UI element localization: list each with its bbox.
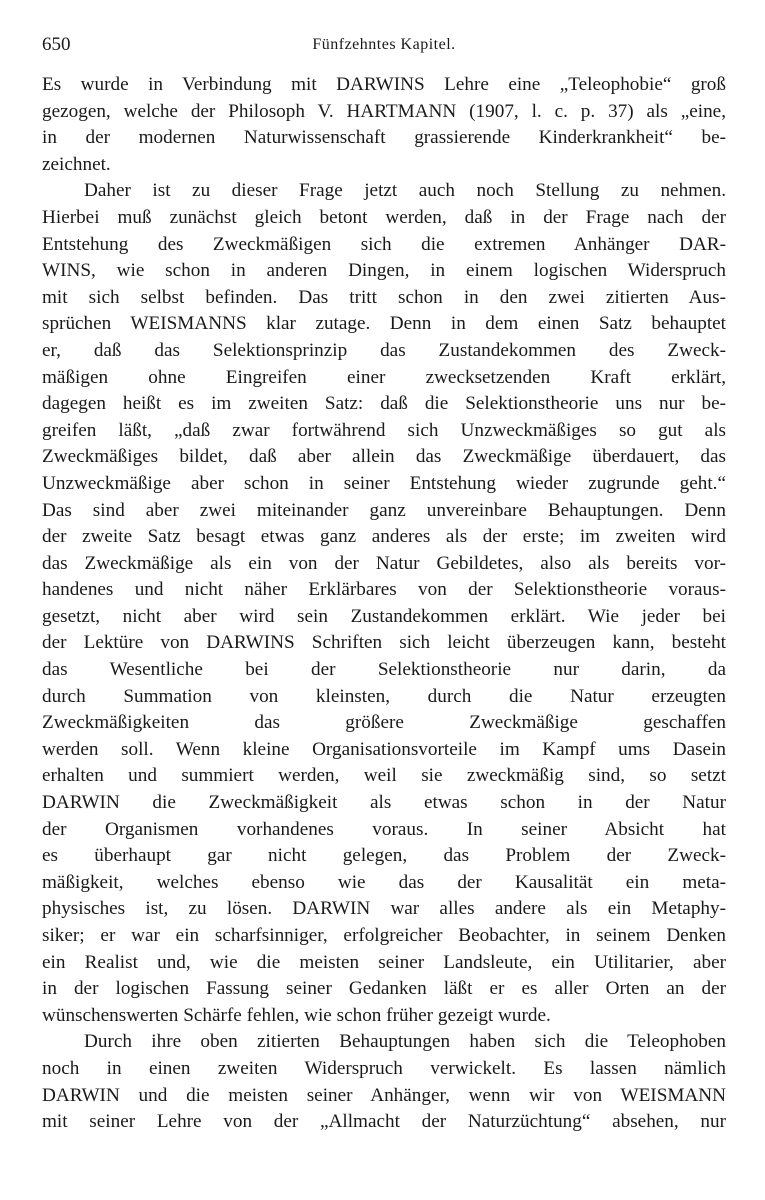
text-line: durch Summation von kleinsten, durch die Natur erzeugten	[42, 685, 726, 707]
paragraph-3	[42, 1029, 726, 1135]
text-line: gesetzt, nicht aber wird sein Zustandekommen erklärt. Wie jeder bei	[42, 605, 726, 627]
text-line: sprüchen WEISMANNS klar zutage. Denn in dem einen Satz behauptet	[42, 313, 726, 335]
text-line: physisches ist, zu lösen. DARWIN war alles andere als ein Metaphy-	[42, 898, 726, 920]
book-page	[42, 30, 726, 1136]
text-line: Unzweckmäßige aber schon in seiner Entstehung wieder zugrunde geht.“	[42, 472, 726, 494]
text-line: handenes und nicht näher Erklärbares von der Selektionstheorie voraus-	[42, 579, 726, 601]
text-line: ein Realist und, wie die meisten seiner Landsleute, ein Utilitarier, aber	[42, 951, 726, 973]
paragraph-1	[42, 72, 726, 178]
text-line: mit sich selbst befinden. Das tritt schon in den zwei zitierten Aus-	[42, 286, 726, 308]
text-line: DARWIN die Zweckmäßigkeit als etwas schon in der Natur	[42, 792, 726, 814]
text-line: noch in einen zweiten Widerspruch verwickelt. Es lassen nämlich	[42, 1057, 726, 1079]
text-line: das Zweckmäßige als ein von der Natur Gebildetes, also als bereits vor-	[42, 552, 726, 574]
text-line: er, daß das Selektionsprinzip das Zustandekommen des Zweck-	[42, 339, 726, 361]
text-line: Entstehung des Zweckmäßigen sich die extremen Anhänger DAR-	[42, 233, 726, 255]
text-line: dagegen heißt es im zweiten Satz: daß die Selektionstheorie uns nur be-	[42, 393, 726, 415]
text-line: der Organismen vorhandenes voraus. In seiner Absicht hat	[42, 818, 726, 840]
text-line: in der modernen Naturwissenschaft grassierende Kinderkrankheit“ be-	[42, 127, 726, 149]
text-line: Zweckmäßigkeiten das größere Zweckmäßige geschaffen	[42, 712, 726, 734]
text-line: Es wurde in Verbindung mit DARWINS Lehre eine „Teleophobie“ groß	[42, 74, 726, 95]
text-line: mäßigkeit, welches ebenso wie das der Kausalität ein meta-	[42, 871, 726, 893]
text-line: werden soll. Wenn kleine Organisationsvorteile im Kampf ums Dasein	[42, 738, 726, 760]
paragraph-2	[42, 178, 726, 1029]
text-line: mäßigen ohne Eingreifen einer zwecksetzenden Kraft erklärt,	[42, 366, 726, 388]
text-line: zeichnet.	[42, 153, 111, 175]
text-line: das Wesentliche bei der Selektionstheorie nur darin, da	[42, 659, 726, 681]
page-header	[42, 30, 726, 60]
text-line: Hierbei muß zunächst gleich betont werden, daß in der Frage nach der	[42, 206, 726, 228]
text-line: mit seiner Lehre von der „Allmacht der Naturzüchtung“ absehen, nur	[42, 1111, 726, 1133]
text-line: Zweckmäßiges bildet, daß aber allein das Zweckmäßige überdauert, das	[42, 446, 726, 468]
text-line: der Lektüre von DARWINS Schriften sich leicht überzeugen kann, besteht	[42, 632, 726, 654]
text-line: erhalten und summiert werden, weil sie zweckmäßig sind, so setzt	[42, 765, 726, 787]
text-line: es überhaupt gar nicht gelegen, das Problem der Zweck-	[42, 845, 726, 867]
page-number: 650	[42, 34, 71, 55]
body-text	[42, 72, 726, 1136]
text-line: Durch ihre oben zitierten Behauptungen haben sich die Teleophoben	[84, 1031, 726, 1053]
text-line: der zweite Satz besagt etwas ganz anderes als der erste; im zweiten wird	[42, 526, 726, 548]
text-line: siker; er war ein scharfsinniger, erfolgreicher Beobachter, in seinem Denken	[42, 925, 726, 946]
text-line: WINS, wie schon in anderen Dingen, in einem logischen Widerspruch	[42, 260, 726, 282]
text-line: DARWIN und die meisten seiner Anhänger, wenn wir von WEISMANN	[42, 1084, 726, 1106]
text-line: in der logischen Fassung seiner Gedanken läßt er es aller Orten an der	[42, 978, 726, 1000]
text-line: Das sind aber zwei miteinander ganz unvereinbare Behauptungen. Denn	[42, 499, 726, 521]
text-line: gezogen, welche der Philosoph V. HARTMANN (1907, l. c. p. 37) als „eine,	[42, 100, 726, 122]
running-head: Fünfzehntes Kapitel.	[312, 36, 456, 53]
text-line: greifen läßt, „daß zwar fortwährend sich Unzweckmäßiges so gut als	[42, 419, 726, 441]
text-line: Daher ist zu dieser Frage jetzt auch noch Stellung zu nehmen.	[84, 180, 726, 202]
text-line: wünschenswerten Schärfe fehlen, wie schon früher gezeigt wurde.	[42, 1004, 551, 1026]
